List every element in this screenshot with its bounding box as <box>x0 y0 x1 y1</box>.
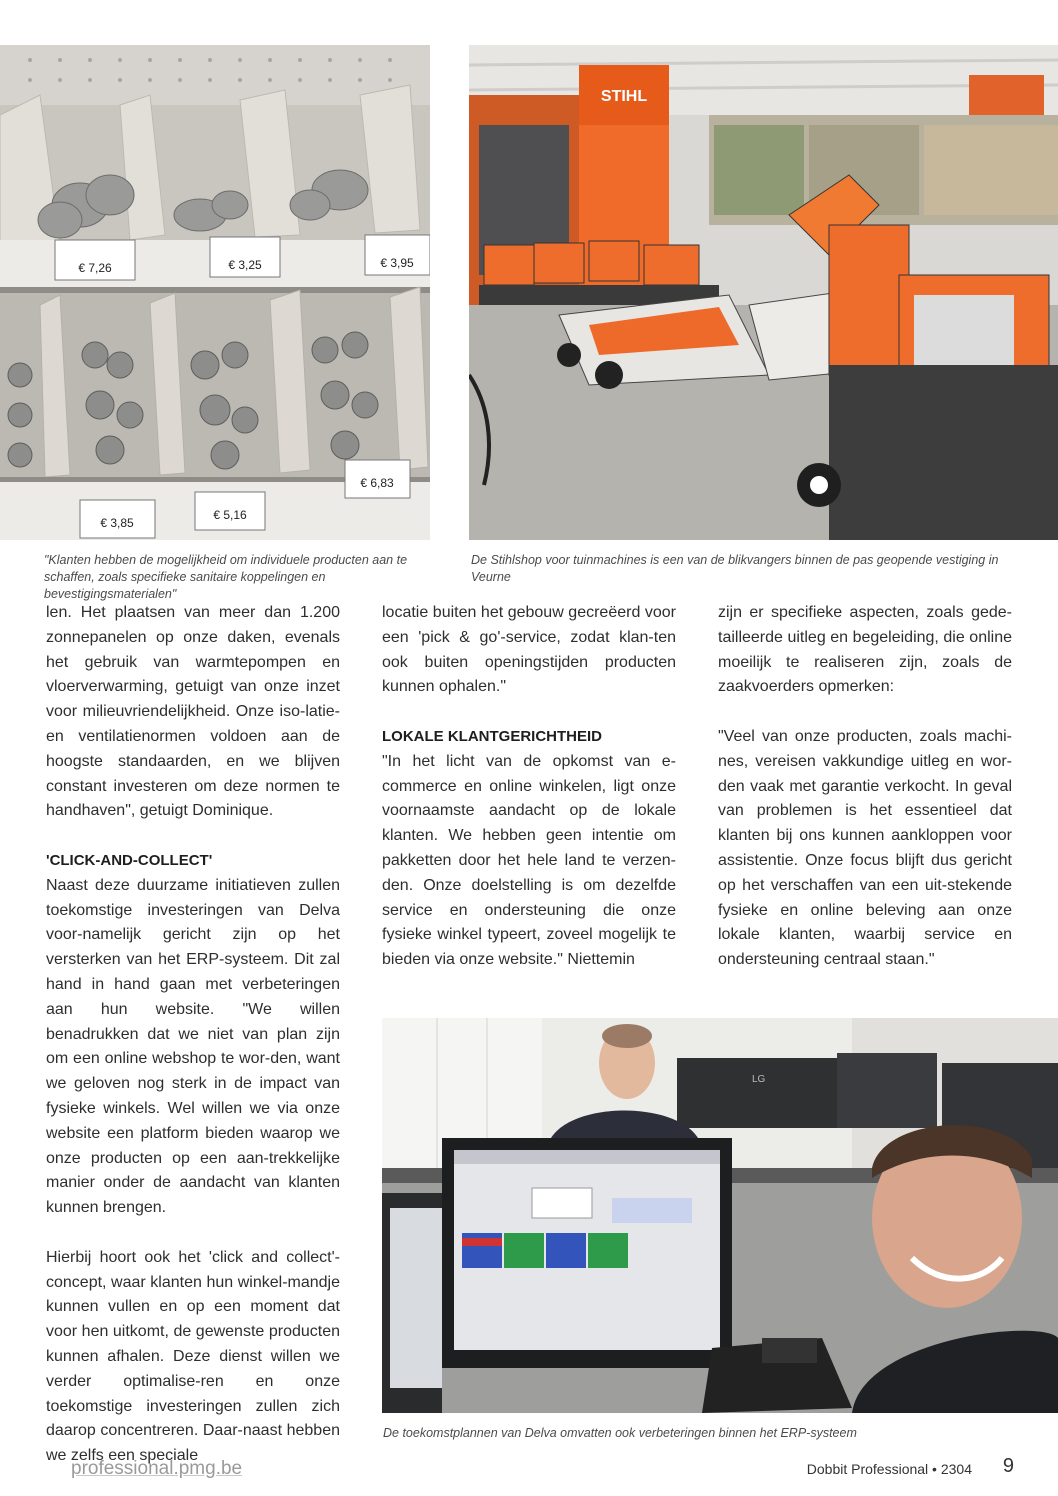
article-column-1 <box>46 601 340 1469</box>
photo-fittings <box>0 45 430 540</box>
svg-text:€ 3,25: € 3,25 <box>228 258 262 272</box>
page-number: 9 <box>1002 1455 1014 1477</box>
paragraph: locatie buiten het gebouw gecreëerd voor een 'pick & go'-service, zodat klan-ten ook buiten openingstijden producten kunnen ophalen." <box>382 604 676 696</box>
paragraph: Hierbij hoort ook het 'click and collect'-concept, waar klanten hun winkel-mandje kunnen vullen en op een moment dat voor hen uitkomt, de gewenste producten kunnen afhalen. Deze dienst willen we verder optimalise-ren en onze toekomstige investeringen zullen zich daarop concentreren. Daar-naast hebben we zelfs een speciale <box>46 1248 340 1465</box>
paragraph: zijn er specifieke aspecten, zoals gede-tailleerde uitleg en begeleiding, die online moeilijk te realiseren zijn, zoals de zaakvoerders opmerken: <box>718 604 1012 696</box>
article-column-2 <box>382 601 676 973</box>
section-heading-lokale-klantgerichtheid: LOKALE KLANTGERICHTHEID <box>382 727 602 745</box>
svg-text:€ 3,95: € 3,95 <box>380 256 414 270</box>
svg-text:€ 3,85: € 3,85 <box>100 516 134 530</box>
svg-text:LG: LG <box>752 1074 766 1085</box>
paragraph: "In het licht van de opkomst van e-commerce en online winkelen, ligt onze voornaamste aandacht op de lokale klanten. We hebben geen intentie om pakketten door het hele land te verzen-den. Onze doelstelling is om dezelfde service en ondersteuning die onze fysieke winkel typeert, zoveel mogelijk te bieden via onze website." Niettemin <box>382 752 676 969</box>
caption-stihl: De Stihlshop voor tuinmachines is een van de blikvangers binnen de pas geopende vestiging in Veurne <box>471 553 999 584</box>
section-heading-click-and-collect: 'CLICK-AND-COLLECT' <box>46 851 213 869</box>
photo-stihl-shop <box>469 45 1058 540</box>
paragraph: len. Het plaatsen van meer dan 1.200 zonnepanelen op onze daken, evenals het gebruik van warmtepompen en vloerverwarming, getuigt van onze inzet voor milieuvriendelijkheid. Onze iso-latie- en ventilatienormen voldoen aan de hoogste standaarden, en we blijven constant investeren om deze normen te handhaven", getuigt Dominique. <box>46 604 340 820</box>
svg-text:€ 6,83: € 6,83 <box>360 476 394 490</box>
article-column-3 <box>718 601 1012 973</box>
footer-magazine-issue: Dobbit Professional • 2304 <box>806 1461 972 1477</box>
paragraph: Naast deze duurzame initiatieven zullen toekomstige investeringen van Delva voor-namelijk gericht zijn op het versterken van het ERP-systeem. Dit zal hand in hand gaan met verbeteringen aan hun website. "We willen benadrukken dat we niet van plan zijn om een online webshop te wor-den, want we geloven nog sterk in de impact van fysieke winkels. Wel willen we via onze website een platform bieden waarop we onze producten op een aan-trekkelijke manier onder de aandacht van klanten kunnen brengen. <box>46 876 340 1217</box>
svg-text:€ 5,16: € 5,16 <box>213 508 247 522</box>
footer-website-link[interactable]: professional.pmg.be <box>71 1458 243 1479</box>
caption-fittings: "Klanten hebben de mogelijkheid om individuele producten aan te schaffen, zoals specifieke sanitaire koppelingen en bevestigingsmaterialen" <box>44 553 408 601</box>
svg-text:STIHL: STIHL <box>600 88 648 105</box>
caption-office: De toekomstplannen van Delva omvatten ook verbeteringen binnen het ERP-systeem <box>383 1426 857 1440</box>
paragraph: "Veel van onze producten, zoals machi-nes, vereisen vakkundige uitleg en wor-den vaak met garantie verkocht. In geval van problemen is het essentieel dat klanten bij ons kunnen aankloppen voor assistentie. Onze focus blijft dus gericht op het verschaffen van een uit-stekende fysieke en online beleving aan onze lokale klanten, waarbij service en ondersteuning centraal staan." <box>718 727 1012 969</box>
photo-office <box>382 1018 1058 1413</box>
svg-text:€ 7,26: € 7,26 <box>78 261 112 275</box>
